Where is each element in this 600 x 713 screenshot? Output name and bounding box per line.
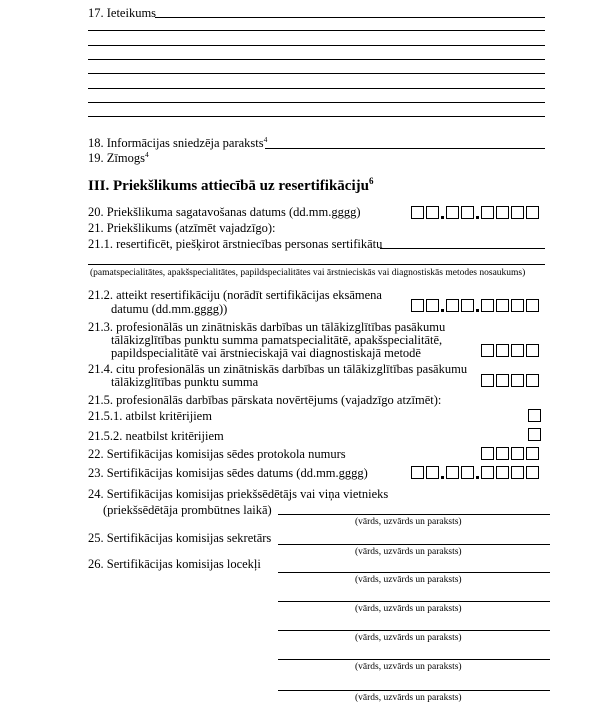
field-23-label: 23. Sertifikācijas komisijas sēdes datums (dd.mm.gggg) bbox=[88, 466, 368, 480]
member-signature-input[interactable] bbox=[278, 572, 550, 573]
field-21-4-label-cont: tālākizglītības punktu summa bbox=[111, 375, 259, 389]
signature-caption: (vārds, uzvārds un paraksts) bbox=[355, 693, 462, 703]
informant-signature-input[interactable] bbox=[265, 148, 545, 149]
field-24-label: 24. Sertifikācijas komisijas priekšsēdētājs vai viņa vietnieks bbox=[88, 487, 389, 501]
field-21-label: 21. Priekšlikums (atzīmēt vajadzīgo): bbox=[88, 221, 276, 235]
meets-criteria-checkbox[interactable] bbox=[528, 409, 541, 422]
signature-caption: (vārds, uzvārds un paraksts) bbox=[355, 517, 462, 527]
signature-caption: (vārds, uzvārds un paraksts) bbox=[355, 662, 462, 672]
exam-date-input[interactable] bbox=[411, 297, 541, 312]
other-points-input[interactable] bbox=[481, 372, 541, 387]
field-22-label: 22. Sertifikācijas komisijas sēdes protokola numurs bbox=[88, 447, 346, 461]
field-19-label: 19. Zīmogs$^4$ bbox=[88, 149, 149, 165]
member-signature-input[interactable] bbox=[278, 659, 550, 660]
protocol-number-input[interactable] bbox=[481, 445, 541, 460]
recommendation-line[interactable] bbox=[88, 73, 545, 74]
field-21-2-label: 21.2. atteikt resertifikāciju (norādīt sertifikācijas eksāmena bbox=[88, 288, 382, 302]
field-21-4-label: 21.4. citu profesionālās un zinātniskās darbības un tālākizglītības pasākumu bbox=[88, 362, 468, 376]
meeting-date-input[interactable] bbox=[411, 464, 541, 479]
recommendation-line[interactable] bbox=[88, 45, 545, 46]
proposal-date-input[interactable] bbox=[411, 204, 541, 219]
specialty-note: (pamatspecialitātes, apakšspecialitātes, papildspecialitātes vai ārstnieciskās vai diagnostiskās metodes nosaukums) bbox=[90, 268, 526, 278]
chairperson-signature-input[interactable] bbox=[278, 514, 550, 515]
signature-caption: (vārds, uzvārds un paraksts) bbox=[355, 604, 462, 614]
field-21-3-label-cont2: papildspecialitātē vai ārstnieciskajā vai diagnostiskajā metodē bbox=[111, 346, 421, 360]
field-21-1-label: 21.1. resertificēt, piešķirot ārstniecības personas sertifikātu bbox=[88, 237, 383, 251]
recommendation-line[interactable] bbox=[88, 116, 545, 117]
field-20-label: 20. Priekšlikuma sagatavošanas datums (dd.mm.gggg) bbox=[88, 205, 361, 219]
field-21-3-label-cont: tālākizglītības punktu summa pamatspecialitātē, apakšspecialitātē, bbox=[111, 333, 443, 347]
recommendation-line[interactable] bbox=[88, 102, 545, 103]
section-3-title: III. Priekšlikums attiecībā uz resertifikāciju$^6$ bbox=[88, 176, 374, 194]
member-signature-input[interactable] bbox=[278, 690, 550, 691]
specialty-points-input[interactable] bbox=[481, 342, 541, 357]
field-24-label-cont: (priekšsēdētāja prombūtnes laikā) bbox=[103, 503, 272, 517]
signature-caption: (vārds, uzvārds un paraksts) bbox=[355, 575, 462, 585]
member-signature-input[interactable] bbox=[278, 630, 550, 631]
recommendation-input[interactable] bbox=[155, 17, 545, 18]
recommendation-line[interactable] bbox=[88, 59, 545, 60]
secretary-signature-input[interactable] bbox=[278, 544, 550, 545]
field-26-label: 26. Sertifikācijas komisijas locekļi bbox=[88, 557, 261, 571]
field-18-label: 18. Informācijas sniedzēja paraksts$^4$ bbox=[88, 134, 268, 150]
field-21-2-label-cont: datumu (dd.mm.gggg)) bbox=[111, 302, 228, 316]
field-17-label: 17. Ieteikums bbox=[88, 6, 157, 20]
field-21-5-label: 21.5. profesionālās darbības pārskata novērtējums (vajadzīgo atzīmēt): bbox=[88, 393, 442, 407]
specialty-input[interactable] bbox=[380, 248, 545, 249]
field-21-3-label: 21.3. profesionālās un zinātniskās darbības un tālākizglītības pasākumu bbox=[88, 320, 446, 334]
not-meets-criteria-checkbox[interactable] bbox=[528, 428, 541, 441]
recommendation-line[interactable] bbox=[88, 88, 545, 89]
recommendation-line[interactable] bbox=[88, 30, 545, 31]
signature-caption: (vārds, uzvārds un paraksts) bbox=[355, 633, 462, 643]
field-25-label: 25. Sertifikācijas komisijas sekretārs bbox=[88, 531, 272, 545]
specialty-line[interactable] bbox=[88, 264, 545, 265]
field-21-5-1-label: 21.5.1. atbilst kritērijiem bbox=[88, 409, 212, 423]
signature-caption: (vārds, uzvārds un paraksts) bbox=[355, 547, 462, 557]
member-signature-input[interactable] bbox=[278, 601, 550, 602]
field-21-5-2-label: 21.5.2. neatbilst kritērijiem bbox=[88, 429, 224, 443]
